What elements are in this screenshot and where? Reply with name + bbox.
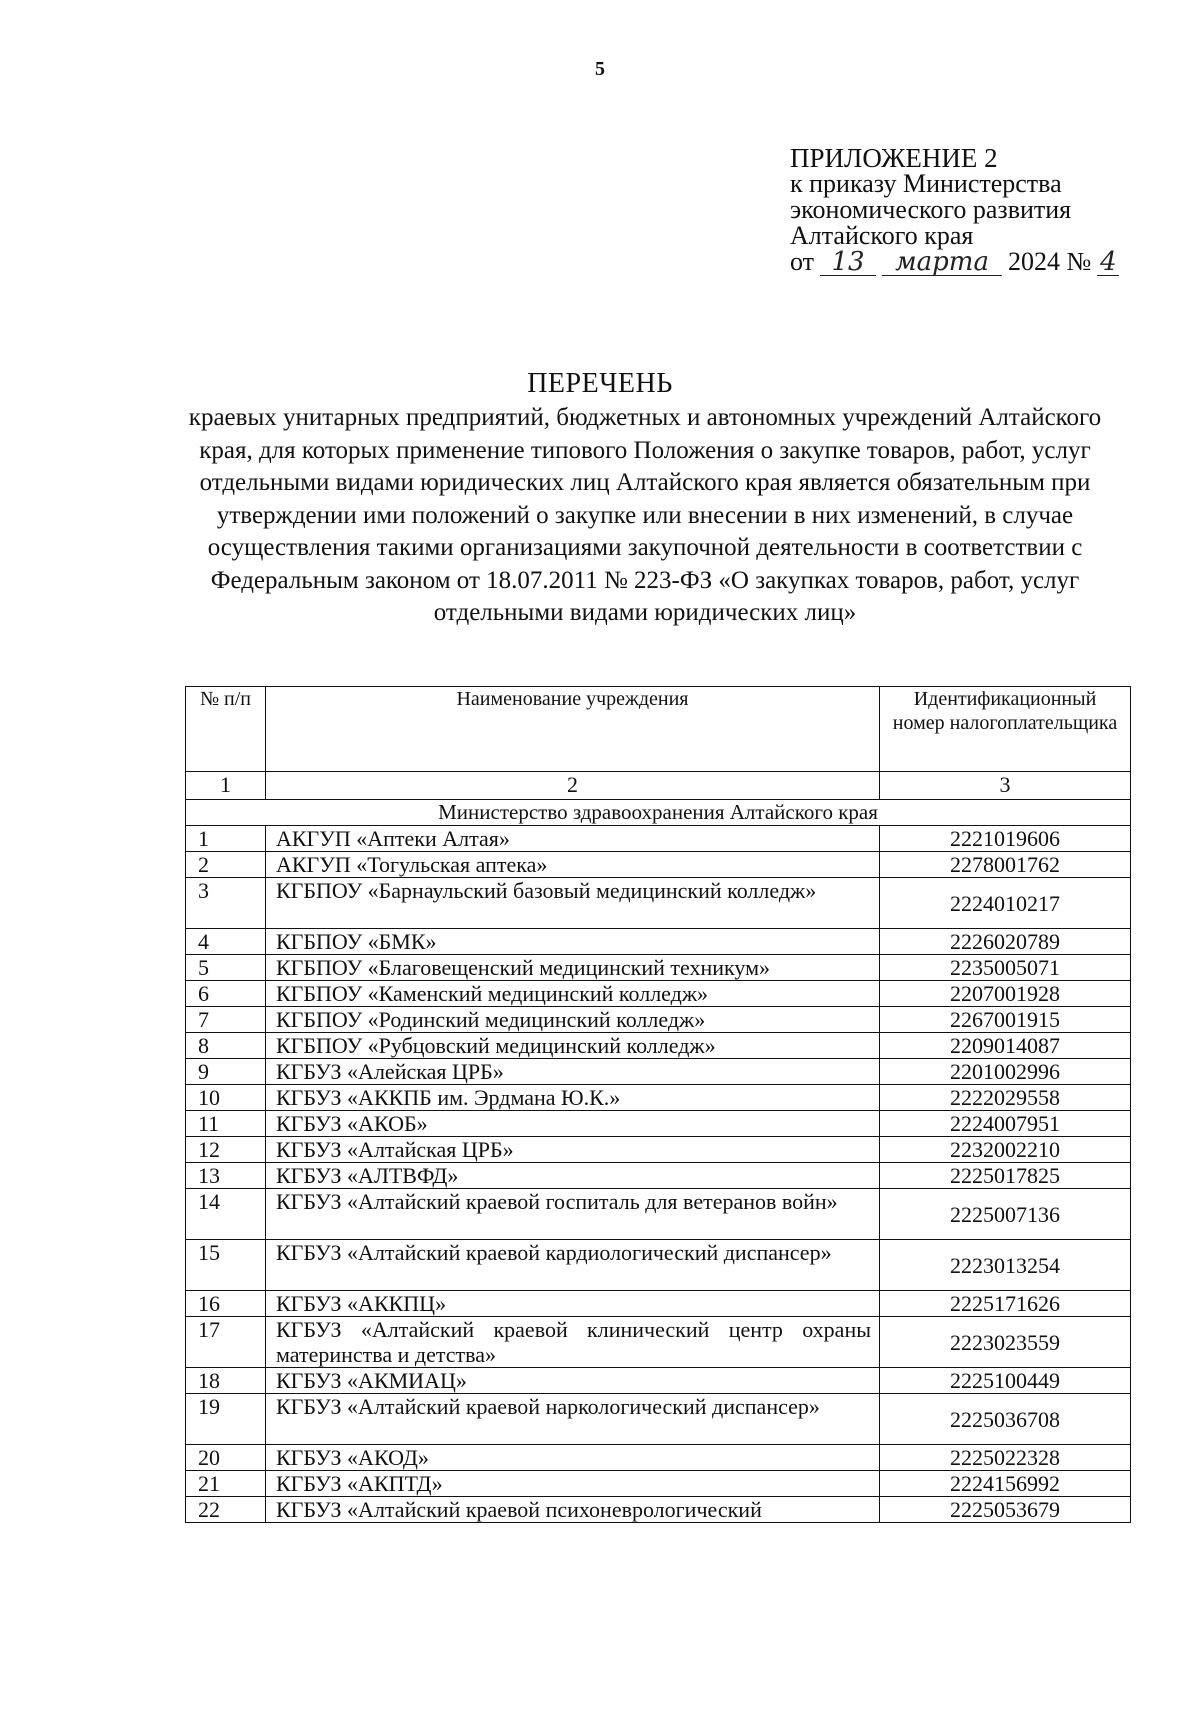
institution-name: КГБУЗ «Алтайский краевой клинический центр охраны материнства и детства»: [266, 1317, 880, 1368]
institution-inn: 2225022328: [880, 1445, 1131, 1471]
appendix-header: [790, 145, 1170, 276]
table-row: [186, 981, 1131, 1007]
institution-name: КГБУЗ «АКПТД»: [266, 1471, 880, 1497]
table-row: [186, 852, 1131, 878]
institution-name: КГБУЗ «АКМИАЦ»: [266, 1368, 880, 1394]
table-row: [186, 1240, 1131, 1291]
institution-name: КГБУЗ «АККПЦ»: [266, 1291, 880, 1317]
institution-name: КГБУЗ «АККПБ им. Эрдмана Ю.К.»: [266, 1085, 880, 1111]
date-year: 2024 №: [1008, 247, 1092, 276]
row-number: 13: [186, 1163, 266, 1189]
header-num: № п/п: [186, 687, 266, 772]
table-row: [186, 1163, 1131, 1189]
institution-inn: 2225053679: [880, 1497, 1131, 1523]
institution-inn: 2225036708: [880, 1394, 1131, 1445]
handwritten-order-number: 4: [1097, 249, 1119, 276]
section-row: [186, 800, 1131, 826]
institution-name: КГБУЗ «АКОД»: [266, 1445, 880, 1471]
institution-inn: 2235005071: [880, 955, 1131, 981]
table-row: [186, 1085, 1131, 1111]
table-row: [186, 878, 1131, 929]
institution-inn: 2221019606: [880, 826, 1131, 852]
row-number: 6: [186, 981, 266, 1007]
table-row: [186, 955, 1131, 981]
institution-name: АКГУП «Аптеки Алтая»: [266, 826, 880, 852]
institution-name: КГБУЗ «Алтайский краевой наркологический диспансер»: [266, 1394, 880, 1445]
institution-name: КГБУЗ «АКОБ»: [266, 1111, 880, 1137]
institution-inn: 2225100449: [880, 1368, 1131, 1394]
section-title: Министерство здравоохранения Алтайского края: [186, 800, 1131, 826]
institution-inn: 2201002996: [880, 1059, 1131, 1085]
row-number: 22: [186, 1497, 266, 1523]
table-header-row: [186, 687, 1131, 772]
row-number: 9: [186, 1059, 266, 1085]
institution-inn: 2209014087: [880, 1033, 1131, 1059]
table-row: [186, 1033, 1131, 1059]
institution-name: КГБПОУ «Каменский медицинский колледж»: [266, 981, 880, 1007]
handwritten-month: марта: [882, 249, 1002, 276]
institution-name: КГБУЗ «Алейская ЦРБ»: [266, 1059, 880, 1085]
appendix-line-2: экономического развития: [790, 195, 1072, 224]
table-row: [186, 1189, 1131, 1240]
column-number: 1: [186, 772, 266, 800]
institution-name: КГБУЗ «Алтайский краевой кардиологический диспансер»: [266, 1240, 880, 1291]
row-number: 21: [186, 1471, 266, 1497]
row-number: 4: [186, 929, 266, 955]
row-number: 5: [186, 955, 266, 981]
institutions-table: [185, 686, 1131, 1523]
institution-inn: 2207001928: [880, 981, 1131, 1007]
date-prefix: от: [790, 247, 815, 276]
institution-name: КГБПОУ «БМК»: [266, 929, 880, 955]
institution-inn: 2222029558: [880, 1085, 1131, 1111]
institution-name: КГБУЗ «Алтайский краевой госпиталь для ветеранов войн»: [266, 1189, 880, 1240]
table-row: [186, 1007, 1131, 1033]
institution-name: АКГУП «Тогульская аптека»: [266, 852, 880, 878]
column-number-row: [186, 772, 1131, 800]
row-number: 16: [186, 1291, 266, 1317]
table-row: [186, 1445, 1131, 1471]
institution-inn: 2224010217: [880, 878, 1131, 929]
institution-inn: 2225017825: [880, 1163, 1131, 1189]
row-number: 18: [186, 1368, 266, 1394]
institution-inn: 2225171626: [880, 1291, 1131, 1317]
table-row: [186, 1111, 1131, 1137]
row-number: 10: [186, 1085, 266, 1111]
institution-name: КГБПОУ «Барнаульский базовый медицинский колледж»: [266, 878, 880, 929]
institution-inn: 2232002210: [880, 1137, 1131, 1163]
appendix-line-3: Алтайского края: [790, 221, 974, 250]
institution-name: КГБУЗ «Алтайский краевой психоневрологический: [266, 1497, 880, 1523]
row-number: 8: [186, 1033, 266, 1059]
institution-inn: 2223023559: [880, 1317, 1131, 1368]
row-number: 7: [186, 1007, 266, 1033]
column-number: 3: [880, 772, 1131, 800]
document-title: ПЕРЕЧЕНЬ: [527, 368, 673, 399]
table-row: [186, 1137, 1131, 1163]
table-row: [186, 1471, 1131, 1497]
table-row: [186, 1317, 1131, 1368]
page-number: 5: [595, 58, 605, 80]
row-number: 15: [186, 1240, 266, 1291]
row-number: 12: [186, 1137, 266, 1163]
institution-inn: 2267001915: [880, 1007, 1131, 1033]
row-number: 3: [186, 878, 266, 929]
row-number: 19: [186, 1394, 266, 1445]
row-number: 20: [186, 1445, 266, 1471]
appendix-title: ПРИЛОЖЕНИЕ 2: [790, 143, 998, 173]
table-row: [186, 929, 1131, 955]
row-number: 11: [186, 1111, 266, 1137]
table-row: [186, 1059, 1131, 1085]
institution-name: КГБУЗ «Алтайская ЦРБ»: [266, 1137, 880, 1163]
table-row: [186, 1368, 1131, 1394]
header-inn: Идентификационный номер налогоплательщика: [880, 687, 1131, 772]
row-number: 1: [186, 826, 266, 852]
institution-inn: 2278001762: [880, 852, 1131, 878]
institution-inn: 2225007136: [880, 1189, 1131, 1240]
institution-name: КГБУЗ «АЛТВФД»: [266, 1163, 880, 1189]
handwritten-day: 13: [820, 249, 876, 276]
table-row: [186, 1394, 1131, 1445]
table-row: [186, 1291, 1131, 1317]
header-name: Наименование учреждения: [266, 687, 880, 772]
institution-name: КГБПОУ «Благовещенский медицинский техникум»: [266, 955, 880, 981]
row-number: 2: [186, 852, 266, 878]
institution-name: КГБПОУ «Родинский медицинский колледж»: [266, 1007, 880, 1033]
appendix-line-1: к приказу Министерства: [790, 169, 1062, 198]
row-number: 14: [186, 1189, 266, 1240]
institution-inn: 2224156992: [880, 1471, 1131, 1497]
table-row: [186, 826, 1131, 852]
institution-inn: 2226020789: [880, 929, 1131, 955]
institution-name: КГБПОУ «Рубцовский медицинский колледж»: [266, 1033, 880, 1059]
institution-inn: 2224007951: [880, 1111, 1131, 1137]
institution-inn: 2223013254: [880, 1240, 1131, 1291]
document-subtitle: краевых унитарных предприятий, бюджетных и автономных учреждений Алтайского края, для которых применение типового Положения о закупке товаров, работ, услуг отдельными видами юридических лиц Алтайского края является обязательным при утверждении ими положений о закупке или внесении в них изменений, в случае осуществления такими организациями закупочной деятельности в соответствии с Федеральным законом от 18.07.2011 № 223-ФЗ «О закупках товаров, работ, услуг отдельными видами юридических лиц»: [188, 404, 1102, 626]
row-number: 17: [186, 1317, 266, 1368]
column-number: 2: [266, 772, 880, 800]
table-row: [186, 1497, 1131, 1523]
order-date-line: [790, 249, 1170, 276]
